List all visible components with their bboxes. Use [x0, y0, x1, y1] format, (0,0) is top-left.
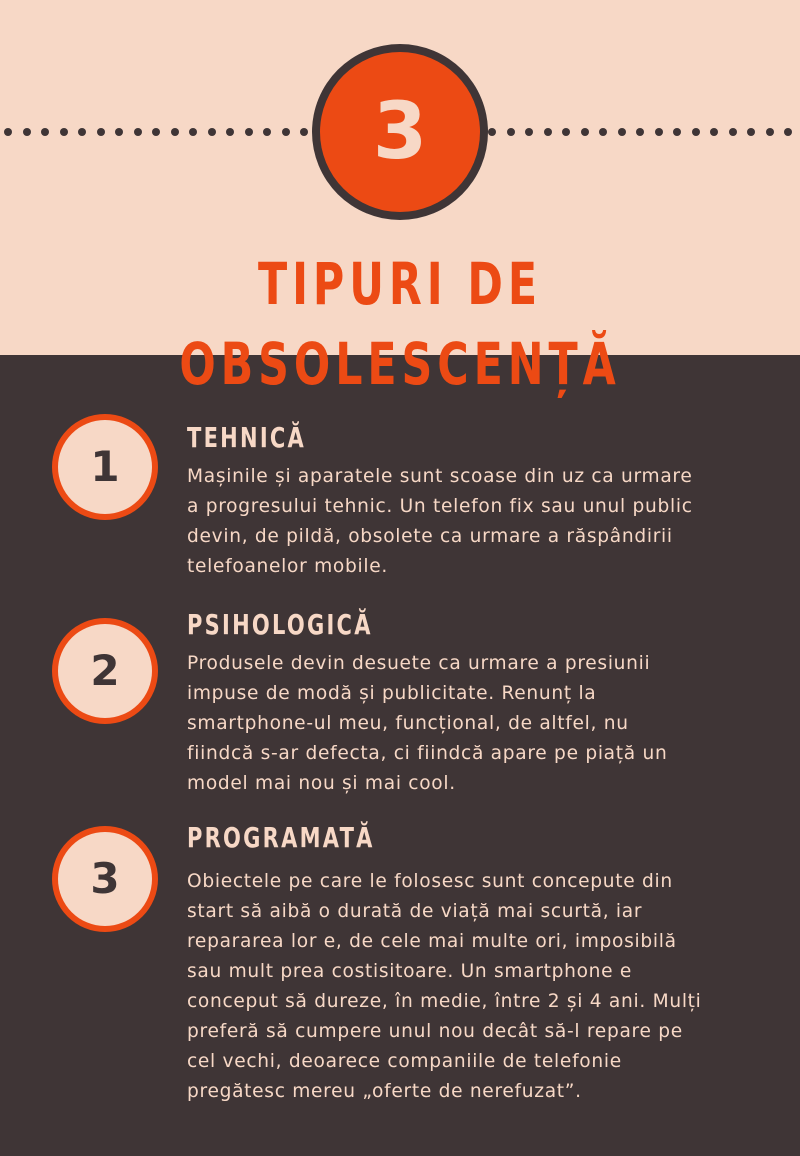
dot: [226, 128, 234, 136]
dot: [208, 128, 216, 136]
text-line: pregătesc mereu „oferte de nerefuzat”.: [187, 1081, 582, 1102]
dot: [562, 128, 570, 136]
dot: [115, 128, 123, 136]
dot: [171, 128, 179, 136]
text-line: smartphone-ul meu, funcțional, de altfel, nu: [187, 713, 629, 734]
dot: [729, 128, 737, 136]
dot: [263, 128, 271, 136]
dot: [78, 128, 86, 136]
dot: [692, 128, 700, 136]
dot: [97, 128, 105, 136]
dot: [507, 128, 515, 136]
text-line: repararea lor e, de cele mai multe ori, imposibilă: [187, 931, 677, 952]
dot: [655, 128, 663, 136]
item-heading: PSIHOLOGICĂ: [187, 608, 373, 641]
item-description: [187, 649, 757, 799]
page-title: TIPURI DE OBSOLESCENȚĂ: [179, 250, 621, 398]
header-band: [0, 0, 800, 398]
dot: [189, 128, 197, 136]
item-number-badge: [52, 618, 158, 724]
item-description: [187, 867, 757, 1107]
dot: [747, 128, 755, 136]
item-number: 2: [58, 624, 152, 718]
dot: [544, 128, 552, 136]
item-heading: PROGRAMATĂ: [187, 821, 375, 854]
dot: [636, 128, 644, 136]
dot: [599, 128, 607, 136]
text-line: model mai nou și mai cool.: [187, 773, 456, 794]
dot: [152, 128, 160, 136]
dot: [784, 128, 792, 136]
header-number: 3: [320, 52, 480, 212]
dot: [618, 128, 626, 136]
text-line: a progresului tehnic. Un telefon fix sau unul public: [187, 496, 693, 517]
dot: [581, 128, 589, 136]
item-description: [187, 462, 757, 582]
dot: [766, 128, 774, 136]
dot: [300, 128, 308, 136]
item-number: 1: [58, 420, 152, 514]
text-line: Mașinile și aparatele sunt scoase din uz ca urmare: [187, 466, 693, 487]
item-number: 3: [58, 832, 152, 926]
item-heading: TEHNICĂ: [187, 421, 307, 454]
text-line: impuse de modă și publicitate. Renunț la: [187, 683, 597, 704]
item-number-badge: [52, 414, 158, 520]
dot: [23, 128, 31, 136]
dot: [710, 128, 718, 136]
text-line: sau mult prea costisitoare. Un smartphone e: [187, 961, 633, 982]
dot: [525, 128, 533, 136]
text-line: preferă să cumpere unul nou decât să-l repare pe: [187, 1021, 683, 1042]
text-line: fiindcă s-ar defecta, ci fiindcă apare pe piață un: [187, 743, 668, 764]
dot: [41, 128, 49, 136]
text-line: conceput să dureze, în medie, între 2 și 4 ani. Mulți: [187, 991, 702, 1012]
dotted-line-right: [488, 128, 796, 136]
text-line: telefoanelor mobile.: [187, 556, 388, 577]
dot: [282, 128, 290, 136]
dotted-line-left: [4, 128, 312, 136]
item-number-badge: [52, 826, 158, 932]
dot: [4, 128, 12, 136]
dot: [134, 128, 142, 136]
dot: [245, 128, 253, 136]
dot: [488, 128, 496, 136]
text-line: devin, de pildă, obsolete ca urmare a răspândirii: [187, 526, 673, 547]
dot: [673, 128, 681, 136]
text-line: start să aibă o durată de viață mai scurtă, iar: [187, 901, 643, 922]
header-number-badge: [312, 44, 488, 220]
text-line: Obiectele pe care le folosesc sunt concepute din: [187, 871, 673, 892]
dot: [60, 128, 68, 136]
text-line: cel vechi, deoarece companiile de telefonie: [187, 1051, 622, 1072]
text-line: Produsele devin desuete ca urmare a presiunii: [187, 653, 651, 674]
